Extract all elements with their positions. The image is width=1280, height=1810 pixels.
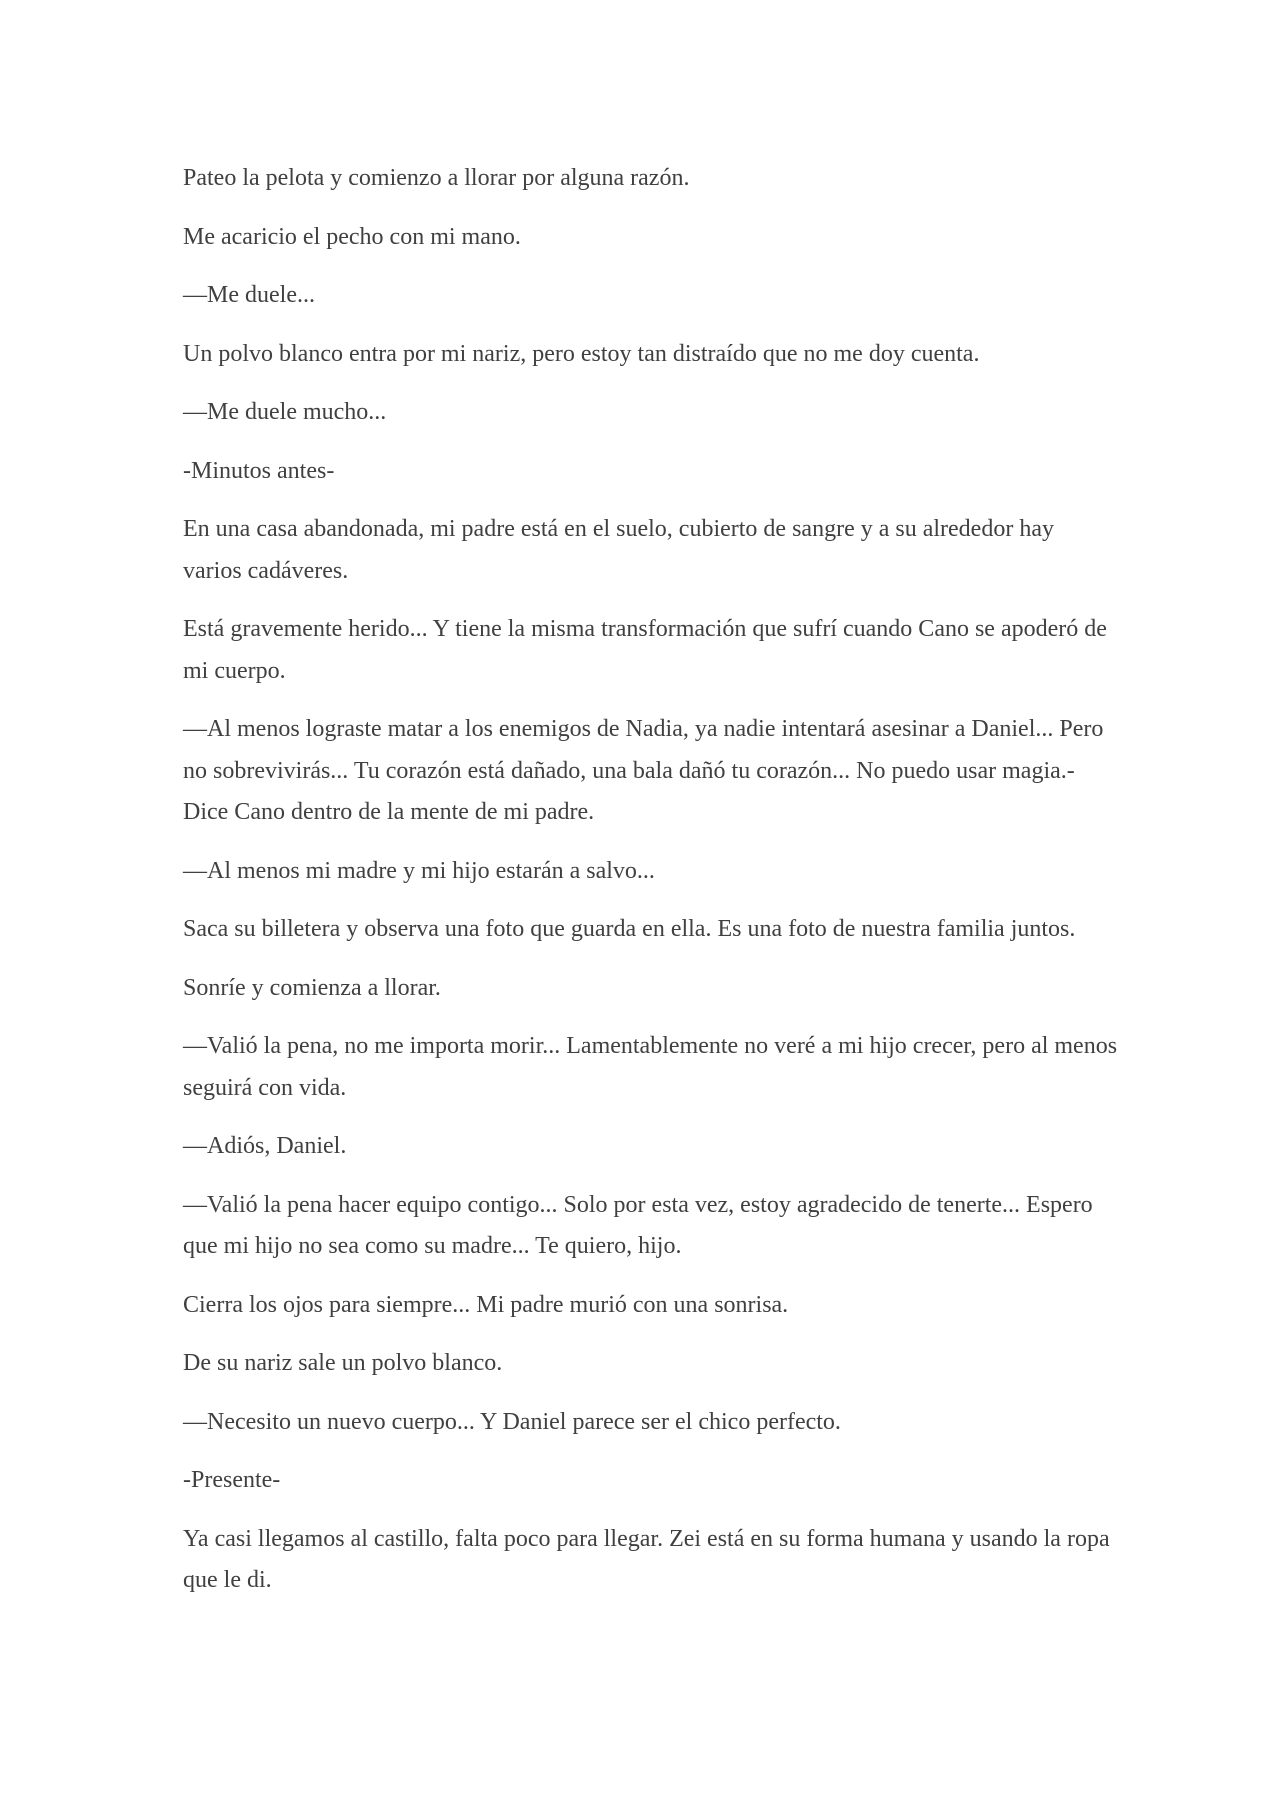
paragraph: Ya casi llegamos al castillo, falta poco para llegar. Zei está en su forma humana y usando la ropa que le di.: [183, 1525, 1110, 1593]
paragraph: Cierra los ojos para siempre... Mi padre murió con una sonrisa.: [183, 1291, 789, 1318]
scene-break: -Minutos antes-: [183, 457, 335, 484]
paragraph: De su nariz sale un polvo blanco.: [183, 1350, 503, 1376]
dialogue-paragraph: —Adiós, Daniel.: [183, 1133, 347, 1159]
dialogue-paragraph: —Me duele mucho...: [183, 399, 387, 425]
dialogue-paragraph: —Valió la pena, no me importa morir... Lamentablemente no veré a mi hijo crecer, pero al menos seguirá con vida.: [183, 1033, 1118, 1101]
document-body: [183, 158, 1118, 1619]
paragraph: Sonríe y comienza a llorar.: [183, 974, 441, 1001]
dialogue-paragraph: —Necesito un nuevo cuerpo... Y Daniel parece ser el chico perfecto.: [183, 1408, 841, 1435]
dialogue-paragraph: —Me duele...: [183, 282, 315, 308]
dialogue-paragraph: —Al menos lograste matar a los enemigos de Nadia, ya nadie intentará asesinar a Daniel... Pero no sobrevivirás... Tu corazón está dañado, una bala dañó tu corazón... No puedo usar magia.- Dice Cano dentro de la mente de mi padre.: [183, 716, 1104, 825]
paragraph: Un polvo blanco entra por mi nariz, pero estoy tan distraído que no me doy cuenta.: [183, 340, 980, 367]
dialogue-paragraph: —Valió la pena hacer equipo contigo... Solo por esta vez, estoy agradecido de tenerte... Espero que mi hijo no sea como su madre... Te quiero, hijo.: [183, 1191, 1093, 1259]
paragraph: Pateo la pelota y comienzo a llorar por alguna razón.: [183, 165, 690, 191]
paragraph: Me acaricio el pecho con mi mano.: [183, 223, 521, 250]
paragraph: Saca su billetera y observa una foto que guarda en ella. Es una foto de nuestra familia juntos.: [183, 916, 1076, 942]
paragraph: Está gravemente herido... Y tiene la misma transformación que sufrí cuando Cano se apoderó de mi cuerpo.: [183, 616, 1107, 684]
paragraph: En una casa abandonada, mi padre está en el suelo, cubierto de sangre y a su alrededor hay varios cadáveres.: [183, 516, 1054, 584]
scene-break: -Presente-: [183, 1467, 281, 1493]
dialogue-paragraph: —Al menos mi madre y mi hijo estarán a salvo...: [183, 857, 655, 884]
